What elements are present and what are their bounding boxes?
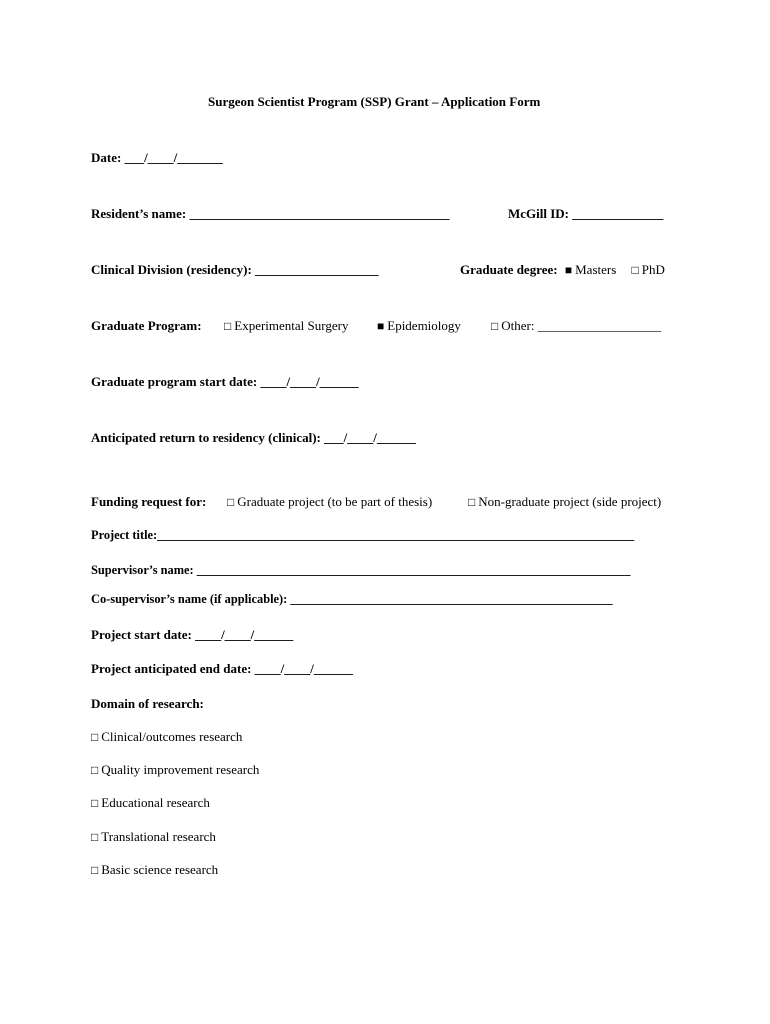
funding-label: Funding request for: [91,494,207,509]
checkbox-icon: □ [491,319,499,333]
checkbox-icon: □ [631,263,639,277]
funding-option-graduate[interactable] [227,494,432,510]
clinical-division-field[interactable]: Clinical Division (residency): ___________________ [91,262,379,277]
date-field[interactable]: Date: ___/____/_______ [91,150,223,165]
program-option-label: Epidemiology [387,318,461,333]
graduate-degree-label: Graduate degree: [460,262,558,277]
mcgill-id-field[interactable]: McGill ID: ______________ [508,206,664,221]
project-start-date-field[interactable]: Project start date: ____/____/______ [91,627,294,642]
funding-option-non-graduate[interactable] [468,494,661,510]
degree-option-masters[interactable] [565,262,620,277]
checkbox-icon: □ [227,495,235,509]
checkbox-icon: □ [91,830,99,844]
program-option-label: Experimental Surgery [234,318,349,333]
checkbox-checked-icon: ■ [564,263,573,277]
form-title: Surgeon Scientist Program (SSP) Grant – Application Form [208,94,541,109]
project-title-field[interactable]: Project title:_____________________________________________________________________________ [91,528,635,542]
program-option-experimental-surgery[interactable] [224,318,348,334]
checkbox-icon: □ [91,730,99,744]
domain-option-clinical[interactable] [91,729,242,745]
degree-option-phd[interactable] [632,262,665,277]
checkbox-icon: □ [91,796,99,810]
domain-option-basic-science[interactable] [91,862,218,878]
supervisor-field[interactable]: Supervisor’s name: ______________________________________________________________________ [91,563,631,577]
checkbox-icon: □ [468,495,476,509]
domain-option-educational[interactable] [91,795,210,811]
cosupervisor-field[interactable]: Co-supervisor’s name (if applicable): ____________________________________________________ [91,592,613,606]
graduate-degree-row [460,262,665,278]
domain-option-quality[interactable] [91,762,259,778]
funding-option-label: Graduate project (to be part of thesis) [237,494,433,509]
domain-option-label: Basic science research [101,862,219,877]
degree-option-label: Masters [575,262,617,277]
funding-option-label: Non-graduate project (side project) [478,494,662,509]
domain-label: Domain of research: [91,696,204,711]
domain-option-label: Clinical/outcomes research [101,729,243,744]
checkbox-icon: □ [91,863,99,877]
project-end-date-field[interactable]: Project anticipated end date: ____/____/______ [91,661,353,676]
domain-option-label: Educational research [101,795,210,810]
domain-option-label: Quality improvement research [101,762,260,777]
checkbox-icon: □ [224,319,232,333]
domain-option-translational[interactable] [91,829,216,845]
program-option-epidemiology[interactable] [377,318,461,334]
domain-option-label: Translational research [101,829,216,844]
program-option-other[interactable] [491,318,661,334]
checkbox-checked-icon: ■ [377,319,385,333]
resident-name-field[interactable]: Resident’s name: ________________________________________ [91,206,450,221]
degree-option-label: PhD [641,262,665,277]
graduate-program-label: Graduate Program: [91,318,202,333]
checkbox-icon: □ [91,763,99,777]
program-option-label: Other: ___________________ [501,318,662,333]
program-start-date-field[interactable]: Graduate program start date: ____/____/______ [91,374,359,389]
return-to-residency-field[interactable]: Anticipated return to residency (clinical): ___/____/______ [91,430,416,445]
